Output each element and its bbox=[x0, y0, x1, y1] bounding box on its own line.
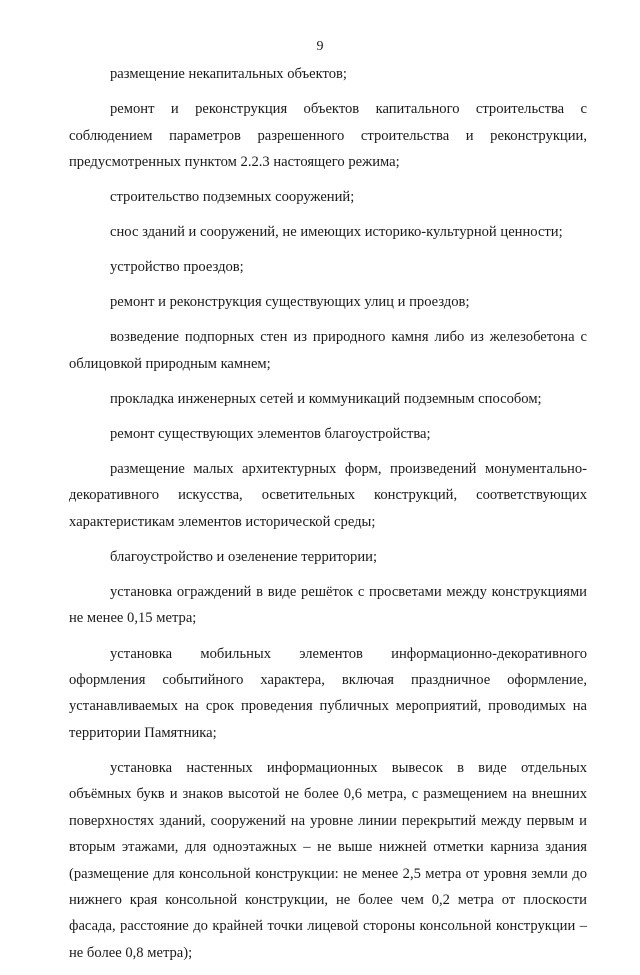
paragraph-14: установка настенных информационных вывесок в виде отдельных объёмных букв и знаков высотой не более 0,6 метра, с размещением на внешних поверхностях зданий, сооружений на уровне линии перекрытий между первым и вторым этажами, для одноэтажных – не выше нижней отметки карниза здания (размещение для консольной конструкции: не менее 2,5 метра от уровня земли до нижнего края консольной конструкции, не более чем 0,2 метра от плоскости фасада, расстояние до крайней точки лицевой стороны консольной конструкции – не более 0,8 метра); bbox=[69, 759, 587, 961]
paragraph-10: размещение малых архитектурных форм, произведений монументально-декоративного искусства, осветительных конструкций, соответствующих характеристикам элементов исторической среды; bbox=[69, 461, 587, 530]
paragraph-5: устройство проездов; bbox=[110, 259, 244, 276]
paragraph-13: установка мобильных элементов информационно-декоративного оформления событийного характера, включая праздничное оформление, устанавливаемых на срок проведения публичных мероприятий, проводимых на территории Памятника; bbox=[69, 645, 587, 741]
document-body bbox=[69, 61, 587, 975]
paragraph-9: ремонт существующих элементов благоустройства; bbox=[110, 425, 431, 442]
page-number: 9 bbox=[316, 39, 324, 54]
paragraph-2: ремонт и реконструкция объектов капитального строительства с соблюдением параметров разрешенного строительства и реконструкции, предусмотренных пунктом 2.2.3 настоящего режима; bbox=[69, 101, 587, 170]
paragraph-12: установка ограждений в виде решёток с просветами между конструкциями не менее 0,15 метра; bbox=[69, 584, 587, 627]
paragraph-1: размещение некапитальных объектов; bbox=[110, 66, 347, 82]
paragraph-3: строительство подземных сооружений; bbox=[110, 189, 355, 205]
paragraph-11: благоустройство и озеленение территории; bbox=[110, 548, 378, 565]
paragraph-4: снос зданий и сооружений, не имеющих историко-культурной ценности; bbox=[110, 224, 563, 241]
paragraph-8: прокладка инженерных сетей и коммуникаций подземным способом; bbox=[110, 390, 542, 407]
paragraph-6: ремонт и реконструкция существующих улиц и проездов; bbox=[110, 294, 470, 311]
paragraph-7: возведение подпорных стен из природного камня либо из железобетона с облицовкой природным камнем; bbox=[69, 329, 587, 372]
